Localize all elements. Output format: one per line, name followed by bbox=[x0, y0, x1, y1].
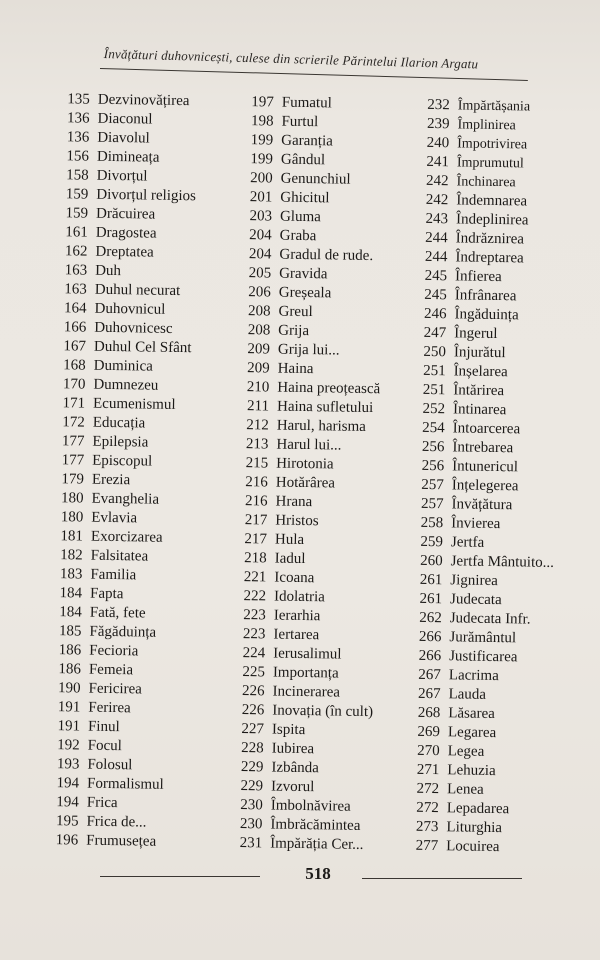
entry-page-number: 209 bbox=[247, 341, 271, 358]
entry-term: Jignirea bbox=[450, 572, 498, 590]
entry-page-number: 183 bbox=[59, 566, 83, 583]
entry-term: Frica de... bbox=[86, 813, 147, 831]
entry-term: Jertfa bbox=[450, 534, 485, 551]
entry-page-number: 199 bbox=[250, 132, 274, 149]
entry-term: Îndeplinirea bbox=[455, 211, 529, 229]
entry-term: Duhul necurat bbox=[94, 281, 181, 300]
entry-page-number: 223 bbox=[243, 607, 266, 624]
entry-page-number: 260 bbox=[420, 552, 443, 570]
entry-term: Lenea bbox=[446, 781, 484, 798]
entry-term: Ierusalimul bbox=[273, 645, 342, 663]
entry-term: Jertfa Mântuito... bbox=[450, 553, 555, 571]
entry-term: Hula bbox=[274, 531, 305, 549]
entry-term: Fumatul bbox=[281, 94, 332, 112]
entry-term: Îndemnarea bbox=[456, 192, 528, 210]
entry-page-number: 180 bbox=[60, 490, 84, 507]
entry-term: Îndrăznirea bbox=[455, 230, 525, 248]
entry-page-number: 270 bbox=[417, 742, 440, 760]
entry-page-number: 244 bbox=[424, 248, 448, 266]
entry-term: Înșelarea bbox=[453, 363, 508, 381]
entry-page-number: 194 bbox=[56, 794, 79, 811]
entry-term: Împotrivirea bbox=[457, 136, 528, 153]
entry-page-number: 208 bbox=[247, 322, 271, 339]
entry-term: Înfierea bbox=[454, 268, 502, 286]
entry-page-number: 182 bbox=[60, 547, 83, 564]
entry-term: Duhul Cel Sfânt bbox=[93, 338, 192, 357]
entry-page-number: 194 bbox=[56, 775, 80, 792]
entry-term: Ispita bbox=[271, 721, 306, 739]
entry-term: Idolatria bbox=[273, 588, 326, 606]
entry-term: Exorcizarea bbox=[90, 528, 163, 546]
entry-term: Frumusețea bbox=[86, 832, 157, 850]
entry-page-number: 156 bbox=[66, 148, 90, 165]
entry-term: Harul lui... bbox=[276, 436, 342, 454]
entry-term: Incinerarea bbox=[272, 683, 341, 701]
entry-page-number: 218 bbox=[244, 550, 267, 567]
entry-term: Haina preoțească bbox=[277, 379, 381, 398]
entry-term: Diaconul bbox=[97, 110, 153, 128]
entry-term: Liturghia bbox=[446, 819, 503, 837]
entry-page-number: 135 bbox=[67, 91, 90, 108]
entry-term: Erezia bbox=[91, 471, 131, 489]
entry-page-number: 181 bbox=[60, 528, 84, 545]
entry-page-number: 242 bbox=[425, 172, 449, 190]
entry-term: Înțelegerea bbox=[451, 477, 519, 495]
entry-term: Ierarhia bbox=[273, 607, 321, 625]
entry-term: Drăcuirea bbox=[95, 205, 156, 223]
entry-page-number: 272 bbox=[416, 799, 439, 817]
entry-term: Hrana bbox=[275, 493, 313, 511]
entry-page-number: 229 bbox=[240, 759, 264, 776]
entry-term: Furtul bbox=[281, 113, 319, 131]
entry-page-number: 245 bbox=[424, 286, 447, 304]
entry-page-number: 266 bbox=[418, 628, 442, 646]
entry-term: Genunchiul bbox=[280, 170, 351, 188]
entry-term: Duh bbox=[95, 262, 122, 280]
entry-term: Hirotonia bbox=[276, 455, 334, 473]
entry-term: Dumnezeu bbox=[93, 376, 159, 394]
entry-page-number: 216 bbox=[245, 474, 268, 491]
entry-term: Împlinirea bbox=[457, 117, 516, 134]
entry-page-number: 195 bbox=[55, 813, 79, 830]
entry-page-number: 217 bbox=[244, 512, 268, 529]
entry-term: Focul bbox=[87, 737, 122, 755]
entry-page-number: 185 bbox=[58, 623, 82, 640]
entry-term: Garanția bbox=[281, 132, 333, 150]
entry-page-number: 158 bbox=[66, 167, 89, 184]
entry-page-number: 223 bbox=[242, 626, 266, 643]
entry-page-number: 226 bbox=[241, 702, 265, 719]
entry-term: Întunericul bbox=[452, 458, 519, 476]
entry-page-number: 201 bbox=[249, 189, 273, 206]
entry-term: Făgăduința bbox=[89, 623, 157, 641]
entry-page-number: 243 bbox=[425, 210, 449, 228]
entry-page-number: 172 bbox=[62, 414, 85, 431]
entry-page-number: 192 bbox=[57, 737, 80, 754]
entry-term: Duhovnicul bbox=[94, 300, 166, 318]
entry-term: Divorțul religios bbox=[96, 186, 197, 205]
entry-page-number: 177 bbox=[61, 452, 85, 469]
entry-page-number: 227 bbox=[241, 721, 265, 738]
entry-term: Iertarea bbox=[273, 626, 320, 644]
entry-page-number: 245 bbox=[424, 267, 448, 285]
entry-term: Frica bbox=[86, 794, 118, 812]
entry-term: Lehuzia bbox=[447, 762, 496, 780]
entry-term: Falsitatea bbox=[90, 547, 149, 565]
entry-term: Îngăduința bbox=[454, 306, 519, 324]
entry-page-number: 206 bbox=[248, 284, 271, 301]
entry-page-number: 273 bbox=[415, 818, 439, 836]
entry-page-number: 164 bbox=[63, 300, 87, 317]
entry-term: Întărirea bbox=[453, 382, 505, 400]
entry-page-number: 210 bbox=[246, 379, 270, 396]
entry-term: Hotărârea bbox=[275, 474, 336, 492]
entry-page-number: 256 bbox=[421, 438, 445, 456]
entry-page-number: 184 bbox=[59, 585, 83, 602]
entry-page-number: 257 bbox=[420, 495, 444, 513]
entry-term: Duhovnicesc bbox=[94, 319, 173, 337]
entry-term: Împrumutul bbox=[456, 155, 524, 172]
entry-term: Epilepsia bbox=[92, 433, 149, 451]
entry-page-number: 193 bbox=[56, 756, 80, 773]
entry-term: Ferirea bbox=[88, 699, 131, 717]
entry-term: Gravida bbox=[279, 265, 328, 283]
entry-term: Importanța bbox=[272, 664, 339, 682]
entry-term: Haina bbox=[277, 360, 314, 378]
entry-term: Ecumenismul bbox=[92, 395, 176, 413]
entry-page-number: 136 bbox=[66, 129, 90, 146]
entry-page-number: 197 bbox=[251, 94, 274, 111]
entry-page-number: 226 bbox=[241, 683, 265, 700]
entry-page-number: 267 bbox=[417, 685, 441, 703]
page-number: 518 bbox=[305, 864, 331, 883]
index-column-1 bbox=[40, 90, 237, 853]
entry-term: Educația bbox=[92, 414, 146, 432]
entry-page-number: 272 bbox=[416, 780, 440, 798]
index-entry bbox=[40, 831, 225, 853]
entry-term: Îndreptarea bbox=[455, 249, 524, 267]
entry-term: Fapta bbox=[89, 585, 124, 603]
entry-page-number: 229 bbox=[240, 778, 264, 795]
entry-term: Formalismul bbox=[86, 775, 164, 793]
footer-rule-right bbox=[362, 878, 522, 879]
entry-page-number: 251 bbox=[423, 362, 446, 380]
entry-page-number: 200 bbox=[250, 170, 273, 187]
entry-term: Îmbrăcămintea bbox=[270, 816, 361, 834]
entry-page-number: 258 bbox=[420, 514, 444, 532]
entry-term: Fericirea bbox=[88, 680, 143, 698]
entry-page-number: 136 bbox=[66, 110, 90, 127]
entry-page-number: 257 bbox=[421, 476, 444, 494]
entry-page-number: 241 bbox=[426, 153, 450, 171]
entry-page-number: 221 bbox=[243, 569, 267, 586]
index-entry bbox=[402, 837, 572, 859]
entry-term: Grija lui... bbox=[277, 341, 340, 359]
entry-term: Iubirea bbox=[271, 740, 315, 758]
running-header: Învățături duhovnicești, culese din scrierile Părintelui Ilarion Argatu bbox=[103, 46, 479, 72]
entry-page-number: 179 bbox=[61, 471, 85, 488]
entry-page-number: 251 bbox=[422, 381, 446, 399]
entry-page-number: 159 bbox=[65, 186, 89, 203]
entry-page-number: 259 bbox=[420, 533, 444, 551]
entry-term: Femeia bbox=[88, 661, 134, 679]
entry-page-number: 262 bbox=[419, 609, 442, 627]
entry-page-number: 228 bbox=[241, 740, 264, 757]
entry-page-number: 216 bbox=[244, 493, 268, 510]
entry-page-number: 231 bbox=[239, 835, 263, 852]
entry-term: Harul, harisma bbox=[276, 417, 367, 435]
entry-term: Fată, fete bbox=[89, 604, 146, 622]
entry-page-number: 204 bbox=[249, 227, 272, 244]
index-entry bbox=[226, 834, 404, 856]
subject-index bbox=[40, 90, 572, 868]
entry-term: Întoarcerea bbox=[452, 420, 521, 438]
entry-term: Dezvinovățirea bbox=[97, 91, 190, 110]
entry-term: Divorțul bbox=[96, 167, 148, 185]
entry-term: Învierea bbox=[451, 515, 501, 533]
entry-page-number: 208 bbox=[247, 303, 271, 320]
entry-page-number: 191 bbox=[57, 718, 81, 735]
entry-page-number: 254 bbox=[422, 419, 445, 437]
entry-page-number: 250 bbox=[423, 343, 447, 361]
entry-page-number: 256 bbox=[421, 457, 445, 475]
entry-term: Diavolul bbox=[97, 129, 150, 147]
entry-term: Greșeala bbox=[278, 284, 332, 302]
entry-page-number: 162 bbox=[64, 243, 88, 260]
entry-page-number: 222 bbox=[243, 588, 267, 605]
entry-term: Înjurătul bbox=[453, 344, 506, 362]
entry-term: Lauda bbox=[448, 686, 487, 703]
entry-term: Episcopul bbox=[92, 452, 153, 470]
entry-page-number: 163 bbox=[64, 262, 88, 279]
entry-page-number: 244 bbox=[425, 229, 448, 247]
entry-page-number: 224 bbox=[242, 645, 266, 662]
entry-term: Icoana bbox=[274, 569, 315, 587]
entry-term: Înfrânarea bbox=[454, 287, 517, 305]
entry-term: Jurământul bbox=[449, 629, 517, 647]
entry-term: Închinarea bbox=[456, 174, 516, 191]
entry-page-number: 232 bbox=[427, 96, 450, 114]
entry-page-number: 191 bbox=[57, 699, 81, 716]
index-column-2 bbox=[226, 93, 416, 856]
entry-term: Dragostea bbox=[95, 224, 157, 242]
entry-page-number: 168 bbox=[63, 357, 86, 374]
entry-page-number: 171 bbox=[62, 395, 86, 412]
entry-term: Împărtășania bbox=[457, 98, 531, 115]
entry-page-number: 166 bbox=[63, 319, 87, 336]
entry-term: Ghicitul bbox=[280, 189, 330, 207]
entry-page-number: 199 bbox=[250, 151, 274, 168]
entry-term: Haina sufletului bbox=[276, 398, 374, 417]
entry-page-number: 266 bbox=[418, 647, 442, 665]
entry-page-number: 186 bbox=[58, 661, 82, 678]
entry-term: Inovația (în cult) bbox=[272, 702, 374, 721]
entry-term: Iadul bbox=[274, 550, 306, 568]
entry-term: Grija bbox=[278, 322, 310, 340]
entry-page-number: 239 bbox=[426, 115, 450, 133]
entry-term: Lacrima bbox=[448, 667, 499, 685]
entry-term: Greul bbox=[278, 303, 313, 321]
entry-page-number: 217 bbox=[244, 531, 268, 548]
entry-page-number: 203 bbox=[249, 208, 273, 225]
entry-page-number: 167 bbox=[63, 338, 87, 355]
entry-page-number: 225 bbox=[242, 664, 266, 681]
entry-term: Fecioria bbox=[89, 642, 139, 660]
entry-term: Îmbolnăvirea bbox=[270, 797, 351, 815]
entry-page-number: 205 bbox=[248, 265, 272, 282]
entry-term: Gândul bbox=[280, 151, 326, 169]
entry-term: Îngerul bbox=[454, 325, 498, 343]
entry-page-number: 204 bbox=[248, 246, 272, 263]
entry-page-number: 212 bbox=[246, 417, 269, 434]
entry-term: Lepadarea bbox=[446, 800, 510, 818]
entry-term: Evanghelia bbox=[91, 490, 160, 508]
entry-page-number: 209 bbox=[247, 360, 270, 377]
entry-page-number: 271 bbox=[416, 761, 440, 779]
entry-page-number: 213 bbox=[245, 436, 269, 453]
entry-page-number: 211 bbox=[246, 398, 270, 415]
entry-page-number: 268 bbox=[417, 704, 441, 722]
entry-page-number: 170 bbox=[62, 376, 86, 393]
entry-term: Judecata Infr. bbox=[449, 610, 531, 628]
entry-page-number: 277 bbox=[415, 837, 439, 855]
entry-term: Finul bbox=[87, 718, 120, 736]
entry-page-number: 230 bbox=[239, 816, 263, 833]
entry-term: Legea bbox=[447, 743, 485, 760]
entry-page-number: 267 bbox=[418, 666, 441, 684]
entry-term: Locuirea bbox=[446, 838, 500, 856]
entry-page-number: 159 bbox=[65, 205, 89, 222]
entry-page-number: 196 bbox=[55, 832, 79, 849]
entry-page-number: 163 bbox=[64, 281, 87, 298]
entry-page-number: 252 bbox=[422, 400, 446, 418]
entry-page-number: 269 bbox=[417, 723, 441, 741]
entry-page-number: 180 bbox=[60, 509, 84, 526]
entry-term: Justificarea bbox=[449, 648, 518, 666]
entry-page-number: 190 bbox=[57, 680, 81, 697]
footer-rule-left bbox=[100, 876, 260, 877]
entry-page-number: 240 bbox=[426, 134, 450, 152]
entry-term: Familia bbox=[90, 566, 137, 584]
entry-term: Dreptatea bbox=[95, 243, 154, 261]
entry-term: Lăsarea bbox=[448, 705, 496, 723]
entry-page-number: 161 bbox=[65, 224, 88, 241]
entry-term: Gluma bbox=[279, 208, 321, 226]
entry-term: Evlavia bbox=[91, 509, 138, 527]
entry-term: Întrebarea bbox=[452, 439, 514, 457]
entry-term: Întinarea bbox=[452, 401, 507, 419]
entry-page-number: 246 bbox=[423, 305, 447, 323]
entry-page-number: 242 bbox=[425, 191, 449, 209]
entry-term: Judecata bbox=[449, 591, 502, 609]
entry-term: Hristos bbox=[275, 512, 319, 530]
entry-page-number: 177 bbox=[61, 433, 85, 450]
entry-term: Duminica bbox=[93, 357, 153, 375]
index-column-3 bbox=[402, 96, 584, 859]
entry-term: Izbânda bbox=[271, 759, 319, 777]
entry-term: Legarea bbox=[447, 724, 497, 742]
entry-page-number: 261 bbox=[419, 571, 443, 589]
entry-term: Graba bbox=[279, 227, 317, 245]
entry-page-number: 215 bbox=[245, 455, 269, 472]
entry-page-number: 186 bbox=[58, 642, 82, 659]
entry-page-number: 261 bbox=[419, 590, 443, 608]
entry-term: Învățătura bbox=[451, 496, 513, 514]
entry-page-number: 230 bbox=[240, 797, 263, 814]
entry-page-number: 247 bbox=[423, 324, 447, 342]
entry-page-number: 184 bbox=[59, 604, 82, 621]
entry-term: Împărăția Cer... bbox=[270, 835, 364, 853]
entry-page-number: 198 bbox=[250, 113, 274, 130]
entry-term: Folosul bbox=[87, 756, 133, 774]
entry-term: Dimineața bbox=[96, 148, 160, 166]
entry-term: Izvorul bbox=[270, 778, 315, 796]
entry-term: Gradul de rude. bbox=[279, 246, 374, 265]
